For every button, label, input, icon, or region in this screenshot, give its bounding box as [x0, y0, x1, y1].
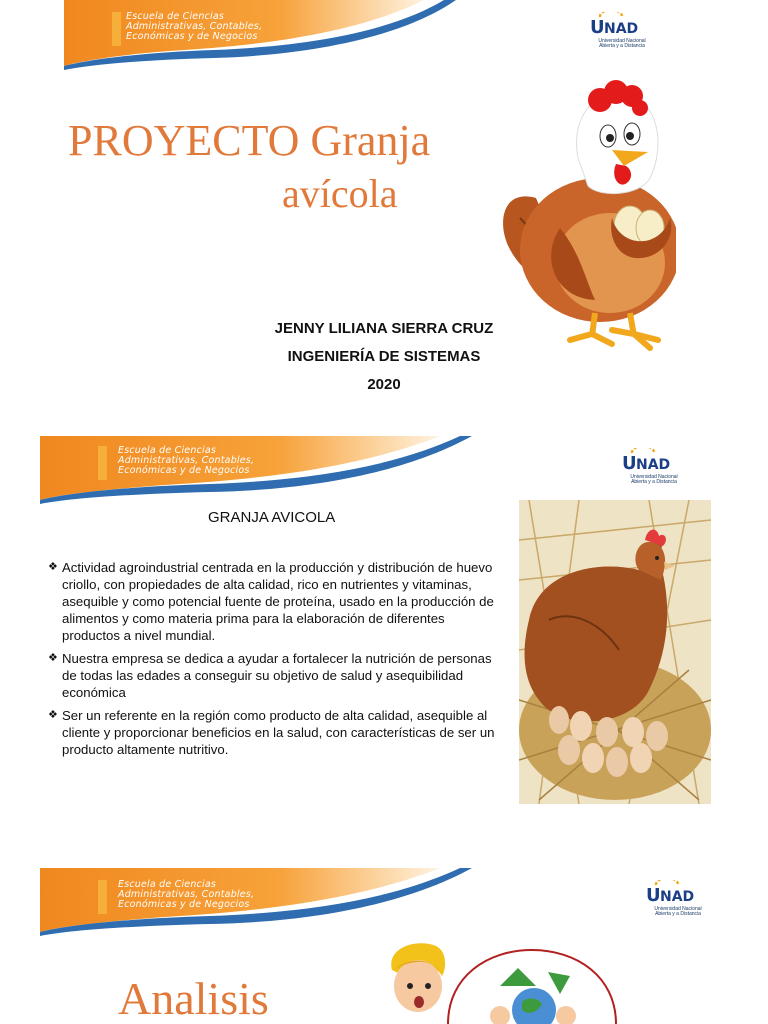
hen-illustration	[500, 78, 676, 360]
svg-text:U: U	[646, 885, 661, 902]
slide-title-line2: avícola	[282, 171, 398, 216]
banner-text: Escuela de Ciencias Administrativas, Contables, Económicas y de Negocios	[118, 879, 255, 910]
program-name: INGENIERÍA DE SISTEMAS	[287, 348, 481, 365]
logo-subtitle: Universidad Nacional	[630, 474, 678, 480]
slide-title: Analisis	[118, 973, 269, 1024]
banner-text: Escuela de Ciencias Administrativas, Contables, Económicas y de Negocios	[118, 445, 255, 476]
author-name: JENNY LILIANA SIERRA CRUZ	[274, 320, 494, 337]
svg-text:U: U	[622, 453, 637, 470]
hen-nest-photo	[519, 500, 711, 804]
bullet-diamond-icon: ❖	[48, 709, 58, 721]
bullet-diamond-icon: ❖	[48, 652, 58, 664]
logo-subtitle: Abierta y a Distancia	[631, 479, 677, 485]
unad-logo	[644, 880, 712, 917]
unad-logo-mark	[644, 880, 712, 902]
slide-heading: GRANJA AVICOLA	[208, 509, 336, 526]
logo-subtitle: Abierta y a Distancia	[655, 911, 701, 917]
recycling-globe-illustration	[438, 946, 626, 1024]
logo-subtitle: Universidad Nacional	[598, 38, 646, 44]
svg-text:NAD: NAD	[636, 457, 671, 470]
svg-text:U: U	[590, 17, 605, 34]
slide-2	[40, 436, 712, 816]
bullet-item: ❖ Ser un referente en la región como producto de alta calidad, asequible al cliente y proporcionar beneficios en la salud, con características de ser un producto altamente nutritivo.	[48, 708, 495, 757]
bullet-diamond-icon: ❖	[48, 561, 58, 573]
logo-subtitle: Abierta y a Distancia	[599, 43, 645, 49]
unad-logo-mark	[620, 448, 688, 470]
bullet-item: ❖ Nuestra empresa se dedica a ayudar a fortalecer la nutrición de personas de todas las edades a conseguir su objetivo de salud y asequibilidad económica	[48, 651, 492, 700]
banner-text: Escuela de Ciencias Administrativas, Contables, Económicas y de Negocios	[126, 11, 263, 42]
unad-logo	[620, 448, 688, 485]
unad-logo-mark	[588, 12, 656, 34]
logo-subtitle: Universidad Nacional	[654, 906, 702, 912]
svg-text:NAD: NAD	[660, 889, 695, 902]
bullet-list	[48, 559, 504, 764]
year: 2020	[367, 376, 401, 393]
unad-logo	[588, 12, 656, 49]
slide-1	[64, 0, 676, 402]
slide-3	[40, 868, 712, 1024]
bullet-item: ❖ Actividad agroindustrial centrada en la producción y distribución de huevo criollo, con propiedades de alta calidad, rico en nutrientes y vitaminas, asequible y como potencial fuente de proteína, usado en la producción de alimentos y como materia prima para la elaboración de diferentes productos a nivel mundial.	[48, 560, 494, 643]
slide-title-line1: PROYECTO Granja	[68, 116, 431, 165]
svg-text:NAD: NAD	[604, 21, 639, 34]
